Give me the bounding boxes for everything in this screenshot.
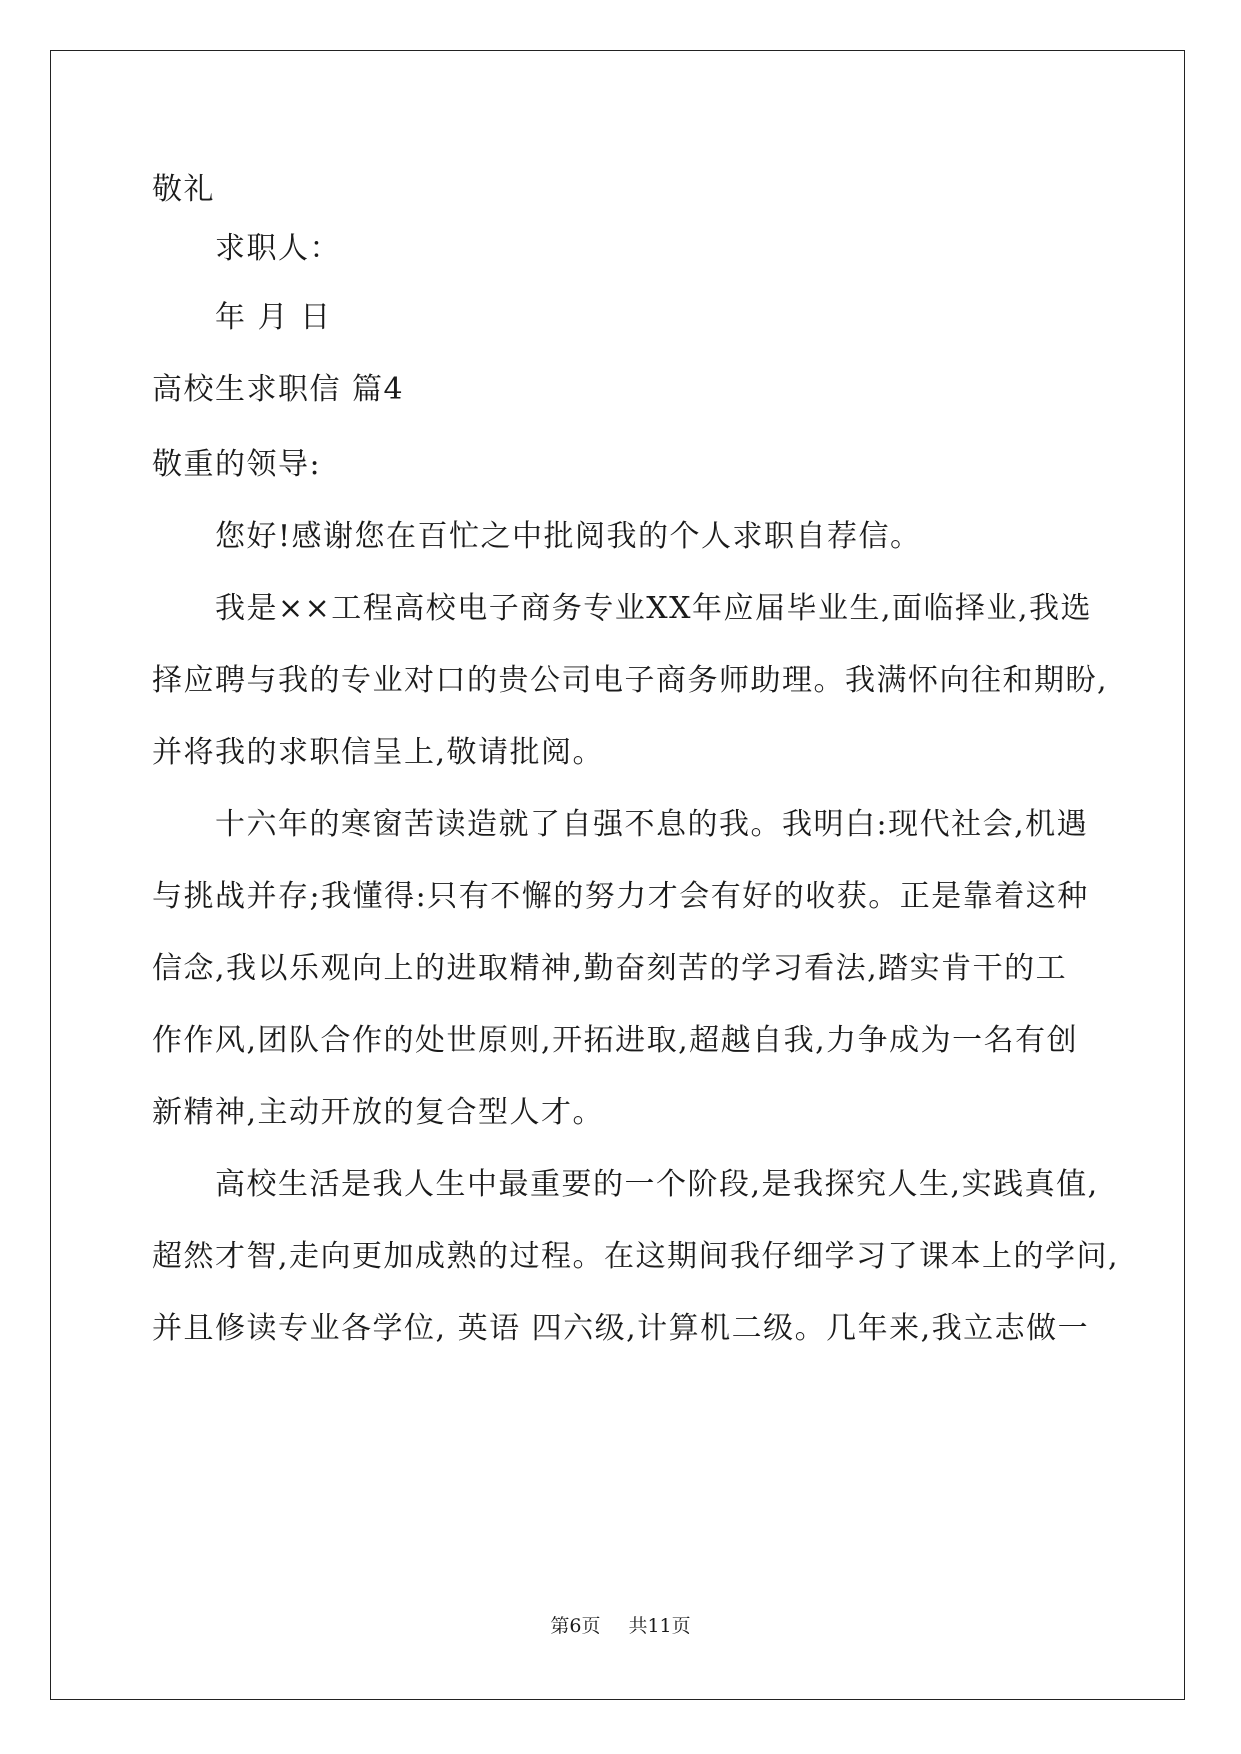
page-border: [50, 50, 1185, 1700]
date-line: 年 月 日: [215, 300, 332, 335]
paragraph-line: 新精神,主动开放的复合型人才。: [152, 1095, 605, 1130]
greeting: 敬重的领导:: [152, 447, 322, 482]
paragraph-line: 十六年的寒窗苦读造就了自强不息的我。我明白:现代社会,机遇: [215, 807, 1089, 842]
paragraph-line: 高校生活是我人生中最重要的一个阶段,是我探究人生,实践真值,: [215, 1167, 1099, 1202]
paragraph-line: 与挑战并存;我懂得:只有不懈的努力才会有好的收获。正是靠着这种: [152, 879, 1089, 914]
page-number: 第6页: [550, 1615, 601, 1637]
paragraph-line: 超然才智,走向更加成熟的过程。在这期间我仔细学习了课本上的学问,: [152, 1239, 1120, 1274]
paragraph-line: 并且修读专业各学位, 英语 四六级,计算机二级。几年来,我立志做一: [152, 1311, 1090, 1346]
section-heading: 高校生求职信 篇4: [152, 372, 405, 407]
paragraph-line: 择应聘与我的专业对口的贵公司电子商务师助理。我满怀向往和期盼,: [152, 663, 1109, 698]
paragraph-line: 信念,我以乐观向上的进取精神,勤奋刻苦的学习看法,踏实肯干的工: [152, 951, 1068, 986]
paragraph-line: 我是××工程高校电子商务专业XX年应届毕业生,面临择业,我选: [215, 591, 1093, 626]
paragraph-line: 作作风,团队合作的处世原则,开拓进取,超越自我,力争成为一名有创: [152, 1023, 1079, 1058]
page-footer: [0, 1614, 1241, 1638]
closing-salutation: 敬礼: [152, 172, 215, 207]
paragraph-line: 并将我的求职信呈上,敬请批阅。: [152, 735, 605, 770]
applicant-label: 求职人：: [215, 231, 341, 266]
page-total: 共11页: [628, 1615, 691, 1637]
paragraph-line: 您好!感谢您在百忙之中批阅我的个人求职自荐信。: [215, 519, 922, 554]
